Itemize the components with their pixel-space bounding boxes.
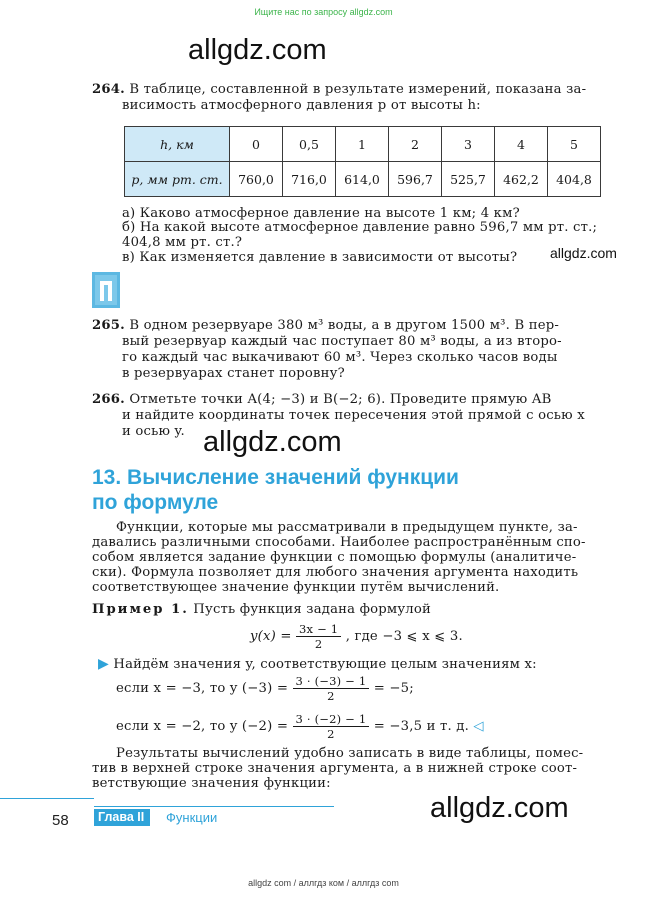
table-cell: 0: [230, 127, 283, 162]
table-cell: 614,0: [336, 162, 389, 197]
table-cell: 716,0: [283, 162, 336, 197]
task-264-number: 264.: [92, 82, 125, 97]
example-heading: [92, 602, 431, 618]
task-265-line-3: го каждый час выкачивают 60 м³. Через сколько часов воды: [122, 350, 558, 365]
example-start-triangle-icon: ▶: [98, 656, 109, 672]
task-264-question-b-2: 404,8 мм рт. ст.?: [122, 235, 243, 250]
outro-line-3: ветствующие значения функции:: [92, 776, 331, 791]
example-end-triangle-icon: ◁: [473, 719, 484, 734]
calc-1-right: = −5;: [373, 681, 414, 696]
calc-2-right: = −3,5 и т. д.: [373, 719, 470, 734]
example-text: Пусть функция задана формулой: [193, 602, 432, 617]
example-find-line: [98, 656, 537, 673]
bottom-watermark: allgdz com / аллгдз ком / аллгдз com: [248, 878, 399, 888]
outro-line-1: Результаты вычислений удобно записать в виде таблицы, помес-: [116, 746, 584, 761]
intro-line-2: давались различными способами. Наиболее распространённым спо-: [92, 535, 586, 550]
example-calc-2: [116, 712, 484, 742]
pressure-table: [124, 126, 601, 197]
table-cell: 4: [495, 127, 548, 162]
calc-1-numerator: 3 · (−3) − 1: [293, 674, 370, 689]
table-cell: 3: [442, 127, 495, 162]
task-265-number: 265.: [92, 318, 125, 333]
formula-right: , где −3 ⩽ x ⩽ 3.: [345, 629, 463, 644]
calc-1-left: если x = −3, то y (−3) =: [116, 681, 289, 696]
top-watermark: Ищите нас по запросу allgdz.com: [254, 7, 393, 17]
task-266-number: 266.: [92, 392, 125, 407]
intro-line-1: Функции, которые мы рассматривали в предыдущем пункте, за-: [116, 520, 578, 535]
table-cell: 404,8: [548, 162, 601, 197]
task-264-question-b-1: б) На какой высоте атмосферное давление равно 596,7 мм рт. ст.;: [122, 220, 598, 235]
task-265-line-1: [92, 318, 559, 334]
example-formula: [250, 622, 463, 652]
task-264-question-c: в) Как изменяется давление в зависимости от высоты?: [122, 250, 518, 265]
table-cell: 1: [336, 127, 389, 162]
formula-numerator: 3x − 1: [296, 622, 341, 637]
footer-rule-left: [0, 798, 94, 799]
watermark-large-3: allgdz.com: [430, 792, 569, 824]
calc-2-left: если x = −2, то y (−2) =: [116, 719, 289, 734]
intro-line-5: соответствующее значение функции путём вычислений.: [92, 580, 500, 595]
table-cell: 5: [548, 127, 601, 162]
table-row-pressure: [125, 162, 601, 197]
outro-line-2: тив в верхней строке значения аргумента, а в нижней строке соот-: [92, 761, 578, 776]
task-266-line-1: [92, 392, 552, 408]
calc-2-numerator: 3 · (−2) − 1: [293, 712, 370, 727]
formula-fraction: [296, 622, 341, 651]
section-title: [92, 465, 459, 515]
formula-denominator: 2: [314, 637, 323, 651]
table-cell: 525,7: [442, 162, 495, 197]
task-265-text-1: В одном резервуаре 380 м³ воды, а в другом 1500 м³. В пер-: [129, 318, 560, 333]
intro-line-3: собом является задание функции с помощью формулы (аналитиче-: [92, 550, 577, 565]
task-265-line-2: вый резервуар каждый час поступает 80 м³ воды, а из второ-: [122, 334, 562, 349]
table-cell: 462,2: [495, 162, 548, 197]
task-266-line-2: и найдите координаты точек пересечения этой прямой с осью x: [122, 408, 585, 423]
task-264-line-2: висимость атмосферного давления p от высоты h:: [122, 98, 481, 113]
page-number: 58: [52, 812, 69, 829]
task-265-line-4: в резервуарах станет поровну?: [122, 366, 345, 381]
formula-left: y(x) =: [250, 629, 292, 644]
repeat-p-icon: [92, 272, 120, 308]
task-264-text-1: В таблице, составленной в результате измерений, показана за-: [129, 82, 587, 97]
table-header-pressure: p, мм рт. ст.: [125, 162, 230, 197]
calc-2-denominator: 2: [327, 727, 335, 741]
task-264-line-1: [92, 82, 586, 98]
chapter-badge: Глава II: [94, 809, 150, 826]
task-264-question-a: а) Каково атмосферное давление на высоте 1 км; 4 км?: [122, 206, 520, 221]
example-calc-1: [116, 674, 414, 704]
table-cell: 2: [389, 127, 442, 162]
table-row-height: [125, 127, 601, 162]
watermark-small: allgdz.com: [550, 245, 617, 261]
watermark-large-2: allgdz.com: [203, 426, 342, 458]
section-title-line-1: 13. Вычисление значений функции: [92, 466, 459, 489]
task-266-text-1: Отметьте точки A(4; −3) и B(−2; 6). Проведите прямую AB: [129, 392, 552, 407]
table-cell: 596,7: [389, 162, 442, 197]
calc-1-fraction: [293, 674, 370, 703]
task-266-line-3: и осью y.: [122, 424, 185, 439]
example-find-text: Найдём значения y, соответствующие целым значениям x:: [113, 657, 537, 672]
example-label: Пример 1.: [92, 602, 189, 617]
footer-rule-right: [94, 806, 334, 807]
table-header-height: h, км: [125, 127, 230, 162]
table-cell: 0,5: [283, 127, 336, 162]
intro-line-4: ски). Формула позволяет для любого значения аргумента находить: [92, 565, 579, 580]
table-cell: 760,0: [230, 162, 283, 197]
calc-1-denominator: 2: [327, 689, 335, 703]
section-title-line-2: по формуле: [92, 491, 219, 514]
watermark-large-1: allgdz.com: [188, 34, 327, 66]
chapter-name: Функции: [166, 810, 218, 825]
calc-2-fraction: [293, 712, 370, 741]
